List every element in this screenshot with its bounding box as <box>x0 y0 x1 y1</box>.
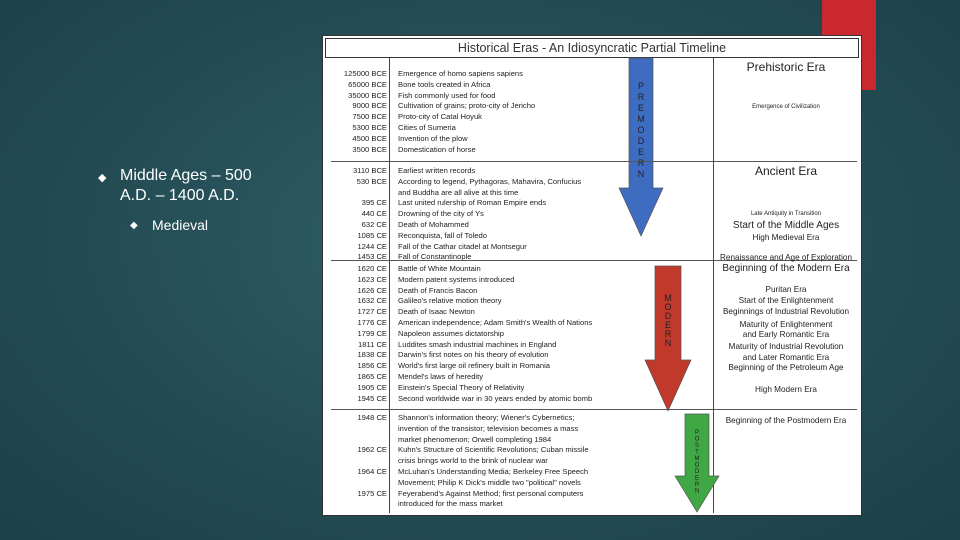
entry-date: 1962 CE <box>357 445 387 455</box>
entry-event: invention of the transistor; television becomes a mass <box>398 423 579 433</box>
entry-date: 1964 CE <box>357 467 387 476</box>
entry-date: 1838 CE <box>357 350 387 360</box>
postmodern-arrow-letter: E <box>694 475 700 482</box>
entry-event: McLuhan's Understanding Media; Berkeley Free Speech <box>398 467 589 476</box>
bullet-main-text: Middle Ages – 500 A.D. – 1400 A.D. <box>120 167 252 204</box>
entry-event: Invention of the plow <box>398 133 468 143</box>
era-label: Late Antiquity in Transition <box>750 211 822 217</box>
postmodern-arrow-letter: R <box>694 482 700 488</box>
modern-arrow-letter: M <box>664 293 672 303</box>
entry-event: Bone tools created in Africa <box>398 79 491 89</box>
entry-date: 7500 BCE <box>352 112 387 122</box>
entry-event: Death of Mohammed <box>398 220 469 229</box>
modern-arrow-letter: O <box>664 302 672 312</box>
bullet-sub-text: Medieval <box>152 217 209 233</box>
postmodern-arrow-letter: M <box>694 456 700 462</box>
section-divider <box>331 161 857 162</box>
era-label: Maturity of Industrial Revolution <box>728 342 844 351</box>
entry-event: Fall of the Cathar citadel at Montsegur <box>398 241 527 251</box>
entry-date: 35000 BCE <box>348 90 387 100</box>
era-label: Maturity of Enlightenment <box>739 320 833 329</box>
entry-event: Kuhn's Structure of Scientific Revolutions; Cuban missile <box>398 445 589 455</box>
entry-event: Battle of White Mountain <box>398 264 481 273</box>
entry-date: 1856 CE <box>357 361 387 371</box>
era-label: Prehistoric Era <box>746 60 826 74</box>
era-label: Beginning of the Postmodern Era <box>725 416 847 425</box>
bullet-list <box>98 166 280 234</box>
postmodern-arrow-letter: S <box>694 443 700 449</box>
era-label: Puritan Era <box>765 285 807 294</box>
entry-date: 5300 BCE <box>352 123 387 132</box>
entry-date: 1620 CE <box>357 264 387 273</box>
entry-date: 125000 BCE <box>343 69 387 78</box>
entry-event: Fish commonly used for food <box>398 90 496 100</box>
bullet-item-main <box>98 166 280 206</box>
entry-event: Fall of Constantinople <box>398 252 472 262</box>
modern-arrow-letter: D <box>664 311 672 321</box>
premodern-arrow-letter: E <box>637 103 645 113</box>
entry-date: 65000 BCE <box>348 79 387 89</box>
entry-event: Shannon's information theory; Wiener's Cybernetics; <box>398 413 575 422</box>
premodern-arrow-letter: E <box>637 147 645 157</box>
entry-date: 1945 CE <box>357 393 387 403</box>
bullet-item-sub <box>130 216 280 234</box>
entry-event: Movement; Philip K Dick's middle two "political" novels <box>398 477 581 487</box>
entry-date: 530 BCE <box>356 176 387 186</box>
entry-event: World's first large oil refinery built in Romania <box>398 361 550 371</box>
entry-event: Drowning of the city of Ys <box>398 209 484 219</box>
modern-arrow-letter: N <box>664 338 672 348</box>
entry-date: 1865 CE <box>357 372 387 381</box>
postmodern-arrow-letter: T <box>695 449 699 456</box>
entry-date: 1975 CE <box>357 488 387 498</box>
era-label: Beginning of the Petroleum Age <box>728 363 844 372</box>
entry-date: 1799 CE <box>357 328 387 338</box>
premodern-arrow-letter: R <box>637 158 645 168</box>
diamond-bullet-icon: ◆ <box>130 220 138 231</box>
postmodern-arrow-letter: O <box>694 462 700 469</box>
entry-event: Proto-city of Catal Hoyuk <box>398 112 482 122</box>
era-label: Renaissance and Age of Exploration <box>720 253 852 262</box>
diamond-bullet-icon: ◆ <box>98 172 107 184</box>
premodern-arrow-letter: O <box>637 125 645 135</box>
entry-event: and Buddha are all alive at this time <box>398 187 519 197</box>
entry-event: American independence; Adam Smith's Wealth of Nations <box>398 318 593 327</box>
era-label: Ancient Era <box>754 164 818 178</box>
entry-event: Galileo's relative motion theory <box>398 296 502 306</box>
entry-date: 3500 BCE <box>352 144 387 154</box>
timeline-image <box>322 35 862 516</box>
entry-event: Napoleon assumes dictatorship <box>398 328 504 338</box>
postmodern-arrow-letter: N <box>694 488 700 495</box>
era-label: High Modern Era <box>755 385 817 394</box>
postmodern-arrow-letter: P <box>694 430 700 436</box>
entry-event: Emergence of homo sapiens sapiens <box>398 69 523 78</box>
modern-arrow-letter: R <box>664 329 672 339</box>
timeline-title: Historical Eras - An Idiosyncratic Partial Timeline <box>325 38 859 58</box>
entry-event: Last united rulership of Roman Empire ends <box>398 198 547 208</box>
premodern-arrow-letter: P <box>637 81 645 91</box>
entry-date: 440 CE <box>361 209 387 219</box>
postmodern-arrow-letter: D <box>694 469 700 475</box>
entry-event: Modern patent systems introduced <box>398 274 515 284</box>
entry-event: crisis brings world to the brink of nuclear war <box>398 456 548 466</box>
entry-date: 1626 CE <box>357 285 387 295</box>
entry-date: 1905 CE <box>357 382 387 392</box>
entry-date: 1244 CE <box>357 241 387 251</box>
entry-event: Mendel's laws of heredity <box>398 372 484 381</box>
entry-date: 1085 CE <box>357 230 387 240</box>
entry-date: 1776 CE <box>357 318 387 327</box>
premodern-arrow-letter: D <box>637 136 645 146</box>
entry-date: 1811 CE <box>358 339 387 349</box>
entry-event: Feyerabend's Against Method; first personal computers <box>398 488 584 498</box>
entry-date: 1632 CE <box>357 296 387 306</box>
entry-event: Reconquista, fall of Toledo <box>398 230 487 240</box>
entry-date: 1623 CE <box>357 274 387 284</box>
entry-event: Einstein's Special Theory of Relativity <box>398 382 525 392</box>
premodern-arrow-letter: M <box>637 114 645 124</box>
era-label: Beginnings of Industrial Revolution <box>722 307 850 316</box>
premodern-arrow-letter: N <box>637 169 645 179</box>
entry-date: 1948 CE <box>357 413 387 422</box>
era-label: and Later Romantic Era <box>742 353 830 362</box>
premodern-arrow-letter: R <box>637 92 645 102</box>
entry-date: 4500 BCE <box>352 133 387 143</box>
era-label: Start of the Enlightenment <box>738 296 834 305</box>
entry-event: market phenomenon; Orwell completing 1984 <box>398 434 552 444</box>
entry-date: 3110 BCE <box>352 166 387 175</box>
era-label: Emergence of Civilization <box>752 104 820 110</box>
entry-date: 9000 BCE <box>352 101 387 111</box>
entry-date: 1453 CE <box>357 252 387 262</box>
era-label: Beginning of the Modern Era <box>722 263 850 274</box>
entry-event: According to legend, Pythagoras, Mahavira, Confucius <box>398 176 582 186</box>
era-label: and Early Romantic Era <box>742 330 830 339</box>
entry-date: 632 CE <box>361 220 387 229</box>
entry-event: introduced for the mass market <box>398 499 503 509</box>
section-divider <box>331 409 857 410</box>
entry-event: Death of Isaac Newton <box>398 307 475 317</box>
entry-date: 395 CE <box>361 198 387 208</box>
entry-event: Luddites smash industrial machines in England <box>398 339 557 349</box>
entry-event: Cities of Sumeria <box>398 123 456 132</box>
entry-event: Cultivation of grains; proto-city of Jericho <box>398 101 536 111</box>
era-label: High Medieval Era <box>752 233 820 242</box>
entry-event: Second worldwide war in 30 years ended by atomic bomb <box>398 393 593 403</box>
entry-event: Earliest written records <box>398 166 476 175</box>
entry-event: Darwin's first notes on his theory of evolution <box>398 350 549 360</box>
era-label: Start of the Middle Ages <box>732 220 840 231</box>
entry-event: Domestication of horse <box>398 144 476 154</box>
postmodern-arrow-letter: O <box>694 436 700 443</box>
entry-event: Death of Francis Bacon <box>398 285 478 295</box>
entry-date: 1727 CE <box>357 307 387 317</box>
modern-arrow-letter: E <box>664 320 672 330</box>
